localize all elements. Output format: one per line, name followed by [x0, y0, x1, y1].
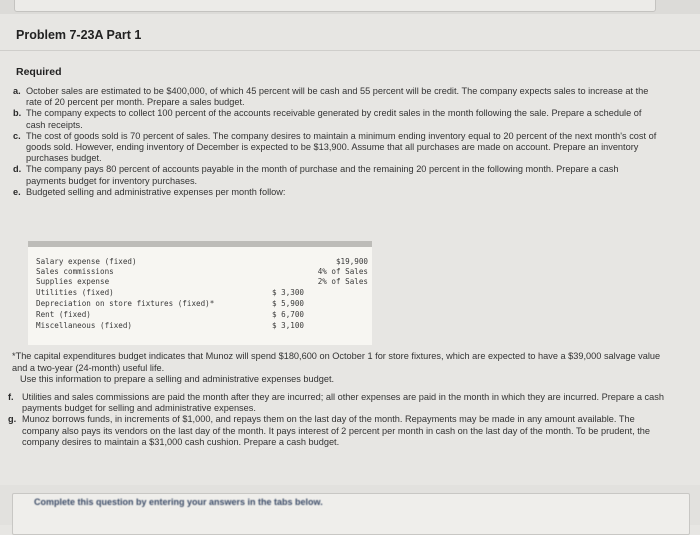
requirement-marker: g. — [8, 414, 17, 425]
expense-value: $19,900 — [335, 257, 368, 266]
expense-label: Depreciation on store fixtures (fixed)* — [36, 299, 215, 308]
expense-label: Utilities (fixed) — [36, 288, 114, 297]
expense-label: Supplies expense — [36, 277, 110, 286]
requirement-marker: e. — [13, 186, 21, 197]
requirement-item-g — [4, 414, 664, 448]
requirement-marker: d. — [13, 164, 22, 175]
requirement-text: The company pays 80 percent of accounts payable in the month of purchase and the remaining 20 percent in the following month. Prepare a cash payments budget for inventory purchases. — [26, 164, 619, 186]
requirement-item-b — [10, 108, 660, 130]
requirement-marker: a. — [13, 86, 21, 96]
requirement-marker: c. — [13, 130, 21, 141]
requirement-item-e — [10, 187, 660, 198]
previous-panel-edge — [14, 0, 656, 12]
requirement-marker: b. — [13, 108, 22, 119]
requirement-marker: f. — [8, 392, 14, 402]
expense-value: $ 5,900 — [272, 299, 305, 308]
requirement-text: October sales are estimated to be $400,000, of which 45 percent will be cash and 55 percent will be credit. The company expects sales to increase at the rate of 20 percent per month. Prepare a sales budget. — [26, 86, 649, 108]
expense-label: Sales commissions — [36, 267, 114, 276]
expense-label: Miscellaneous (fixed) — [36, 321, 133, 330]
requirement-item-c — [10, 131, 660, 165]
expense-value: $ 3,100 — [272, 321, 305, 330]
requirements-list — [10, 86, 660, 198]
requirement-item-d — [10, 164, 660, 186]
requirement-text: The company expects to collect 100 percent of the accounts receivable generated by credit sales in the month following the sale. Prepare a schedule of cash receipts. — [26, 108, 642, 130]
footnote-instruction: Use this information to prepare a selling and administrative expenses budget. — [20, 374, 335, 384]
expense-value: $ 3,300 — [272, 288, 305, 297]
requirement-text: The cost of goods sold is 70 percent of sales. The company desires to maintain a minimum ending inventory equal to 20 percent of the next month's cost of goods sold. However, ending inventory of December is expected to be $13,900. Assume that all purchases are made on account. Prepare an inventory purchases budget. — [26, 130, 657, 164]
requirement-text: Budgeted selling and administrative expenses per month follow: — [26, 186, 286, 197]
page-title: Problem 7-23A Part 1 — [16, 28, 142, 42]
expense-value: $ 6,700 — [272, 310, 305, 319]
expense-label: Rent (fixed) — [36, 310, 91, 319]
expense-value: 2% of Sales — [317, 277, 368, 286]
footnote-capital-expenditures: *The capital expenditures budget indicates that Munoz will spend $180,600 on October 1 for store fixtures, which are expected to have a $39,000 salvage value and a two-year (24-month) useful life. — [12, 351, 661, 373]
title-divider — [0, 50, 700, 51]
required-heading: Required — [16, 66, 62, 78]
tabs-instruction: Complete this question by entering your answers in the tabs below. — [34, 497, 323, 507]
requirement-item-a — [10, 86, 660, 108]
expense-label: Salary expense (fixed) — [36, 257, 137, 266]
expenses-table — [28, 241, 372, 345]
expense-value: 4% of Sales — [317, 267, 368, 276]
requirement-text: Utilities and sales commissions are paid the month after they are incurred; all other expenses are paid in the month in which they are incurred. Prepare a cash payments budget for selling and administrative expenses. — [22, 392, 664, 414]
requirement-item-f — [4, 392, 664, 414]
requirements-list-continued — [4, 392, 664, 448]
footnote — [12, 351, 672, 386]
requirement-text: Munoz borrows funds, in increments of $1,000, and repays them on the last day of the month. Repayments may be made in any amount available. The company also pays its vendors on the last day of the month. It pays interest of 2 percent per month in cash on the last day of the month. To be prudent, the company desires to maintain a $31,000 cash cushion. Prepare a cash budget. — [22, 414, 651, 447]
